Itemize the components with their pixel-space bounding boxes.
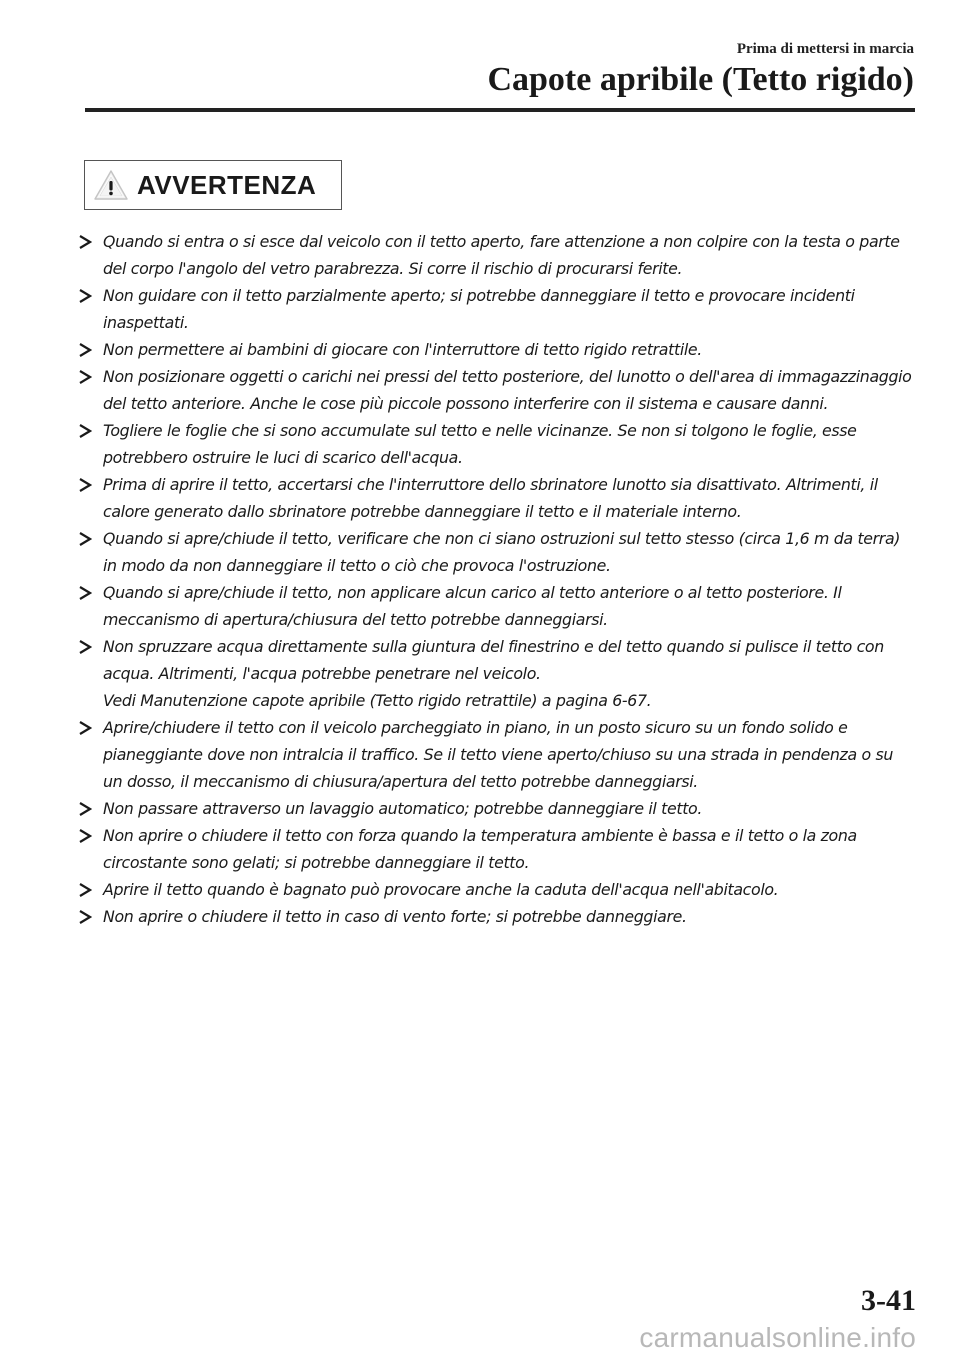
arrow-bullet-icon (78, 883, 92, 897)
warning-item-text: Prima di aprire il tetto, accertarsi che l'interruttore dello sbrinatore lunotto sia disattivato. Altrimenti, il calore generato dallo sbrinatore potrebbe danneggiare il tetto e il materiale interno. (103, 475, 878, 521)
warning-item-text: Non spruzzare acqua direttamente sulla giuntura del finestrino e del tetto quando si pulisce il tetto con acqua. Altrimenti, l'acqua potrebbe penetrare nel veicolo. (103, 637, 884, 683)
page-number: 3-41 (861, 1284, 916, 1317)
warning-item-text: Non aprire o chiudere il tetto in caso di vento forte; si potrebbe danneggiare. (103, 907, 687, 926)
warning-heading-box (84, 160, 342, 210)
warning-item (76, 282, 916, 336)
arrow-bullet-icon (78, 829, 92, 843)
warning-item-text: Quando si apre/chiude il tetto, non applicare alcun carico al tetto anteriore o al tetto posteriore. Il meccanismo di apertura/chiusura del tetto potrebbe danneggiarsi. (103, 583, 842, 629)
warning-item-text: Non permettere ai bambini di giocare con l'interruttore di tetto rigido retrattile. (103, 340, 702, 359)
warning-item (76, 714, 916, 795)
warning-item-text: Quando si apre/chiude il tetto, verificare che non ci siano ostruzioni sul tetto stesso (circa 1,6 m da terra) in modo da non danneggiare il tetto o ciò che provoca l'ostruzione. (103, 529, 901, 575)
chapter-title: Capote apribile (Tetto rigido) (487, 61, 914, 98)
arrow-bullet-icon (78, 343, 92, 357)
warning-item (76, 633, 916, 714)
arrow-bullet-icon (78, 640, 92, 654)
warning-item (76, 795, 916, 822)
warning-triangle-icon (93, 169, 129, 201)
warning-item-text: Quando si entra o si esce dal veicolo con il tetto aperto, fare attenzione a non colpire con la testa o parte del corpo l'angolo del vetro parabrezza. Si corre il rischio di procurarsi ferite. (103, 232, 900, 278)
header-rule (85, 108, 915, 112)
page-header (487, 40, 914, 100)
warning-item (76, 363, 916, 417)
warning-item (76, 336, 916, 363)
warning-item-text: Aprire/chiudere il tetto con il veicolo parcheggiato in piano, in un posto sicuro su un fondo solido e pianeggiante dove non intralcia il traffico. Se il tetto viene aperto/chiuso su una strada in pendenza o su un dosso, il meccanismo di chiusura/apertura del tetto potrebbe danneggiarsi. (103, 718, 893, 791)
warning-item (76, 525, 916, 579)
warning-label: AVVERTENZA (137, 169, 317, 200)
warning-item-text: Non passare attraverso un lavaggio automatico; potrebbe danneggiare il tetto. (103, 799, 703, 818)
warning-item-text: Non guidare con il tetto parzialmente aperto; si potrebbe danneggiare il tetto e provocare incidenti inaspettati. (103, 286, 855, 332)
warning-item (76, 903, 916, 930)
arrow-bullet-icon (78, 424, 92, 438)
section-title: Prima di mettersi in marcia (736, 41, 914, 57)
arrow-bullet-icon (78, 235, 92, 249)
warning-item-text: Non aprire o chiudere il tetto con forza quando la temperatura ambiente è bassa e il tetto o la zona circostante sono gelati; si potrebbe danneggiare il tetto. (103, 826, 857, 872)
warning-item-text: Aprire il tetto quando è bagnato può provocare anche la caduta dell'acqua nell'abitacolo. (103, 880, 779, 899)
warning-item (76, 876, 916, 903)
warning-item (76, 822, 916, 876)
arrow-bullet-icon (78, 586, 92, 600)
page-reference[interactable]: Vedi Manutenzione capote apribile (Tetto rigido retrattile) a pagina 6-67. (103, 691, 652, 710)
warning-list (76, 228, 916, 930)
warning-item (76, 471, 916, 525)
warning-item (76, 228, 916, 282)
arrow-bullet-icon (78, 478, 92, 492)
arrow-bullet-icon (78, 802, 92, 816)
watermark: carmanualsonline.info (639, 1322, 916, 1353)
warning-item-text: Non posizionare oggetti o carichi nei pressi del tetto posteriore, del lunotto o dell'area di immagazzinaggio del tetto anteriore. Anche le cose più piccole possono interferire con il sistema e causare danni. (103, 367, 912, 413)
warning-item (76, 417, 916, 471)
arrow-bullet-icon (78, 721, 92, 735)
warning-item (76, 579, 916, 633)
warning-item-text: Togliere le foglie che si sono accumulate sul tetto e nelle vicinanze. Se non si tolgono le foglie, esse potrebbero ostruire le luci di scarico dell'acqua. (103, 421, 857, 467)
arrow-bullet-icon (78, 910, 92, 924)
arrow-bullet-icon (78, 289, 92, 303)
arrow-bullet-icon (78, 532, 92, 546)
arrow-bullet-icon (78, 370, 92, 384)
